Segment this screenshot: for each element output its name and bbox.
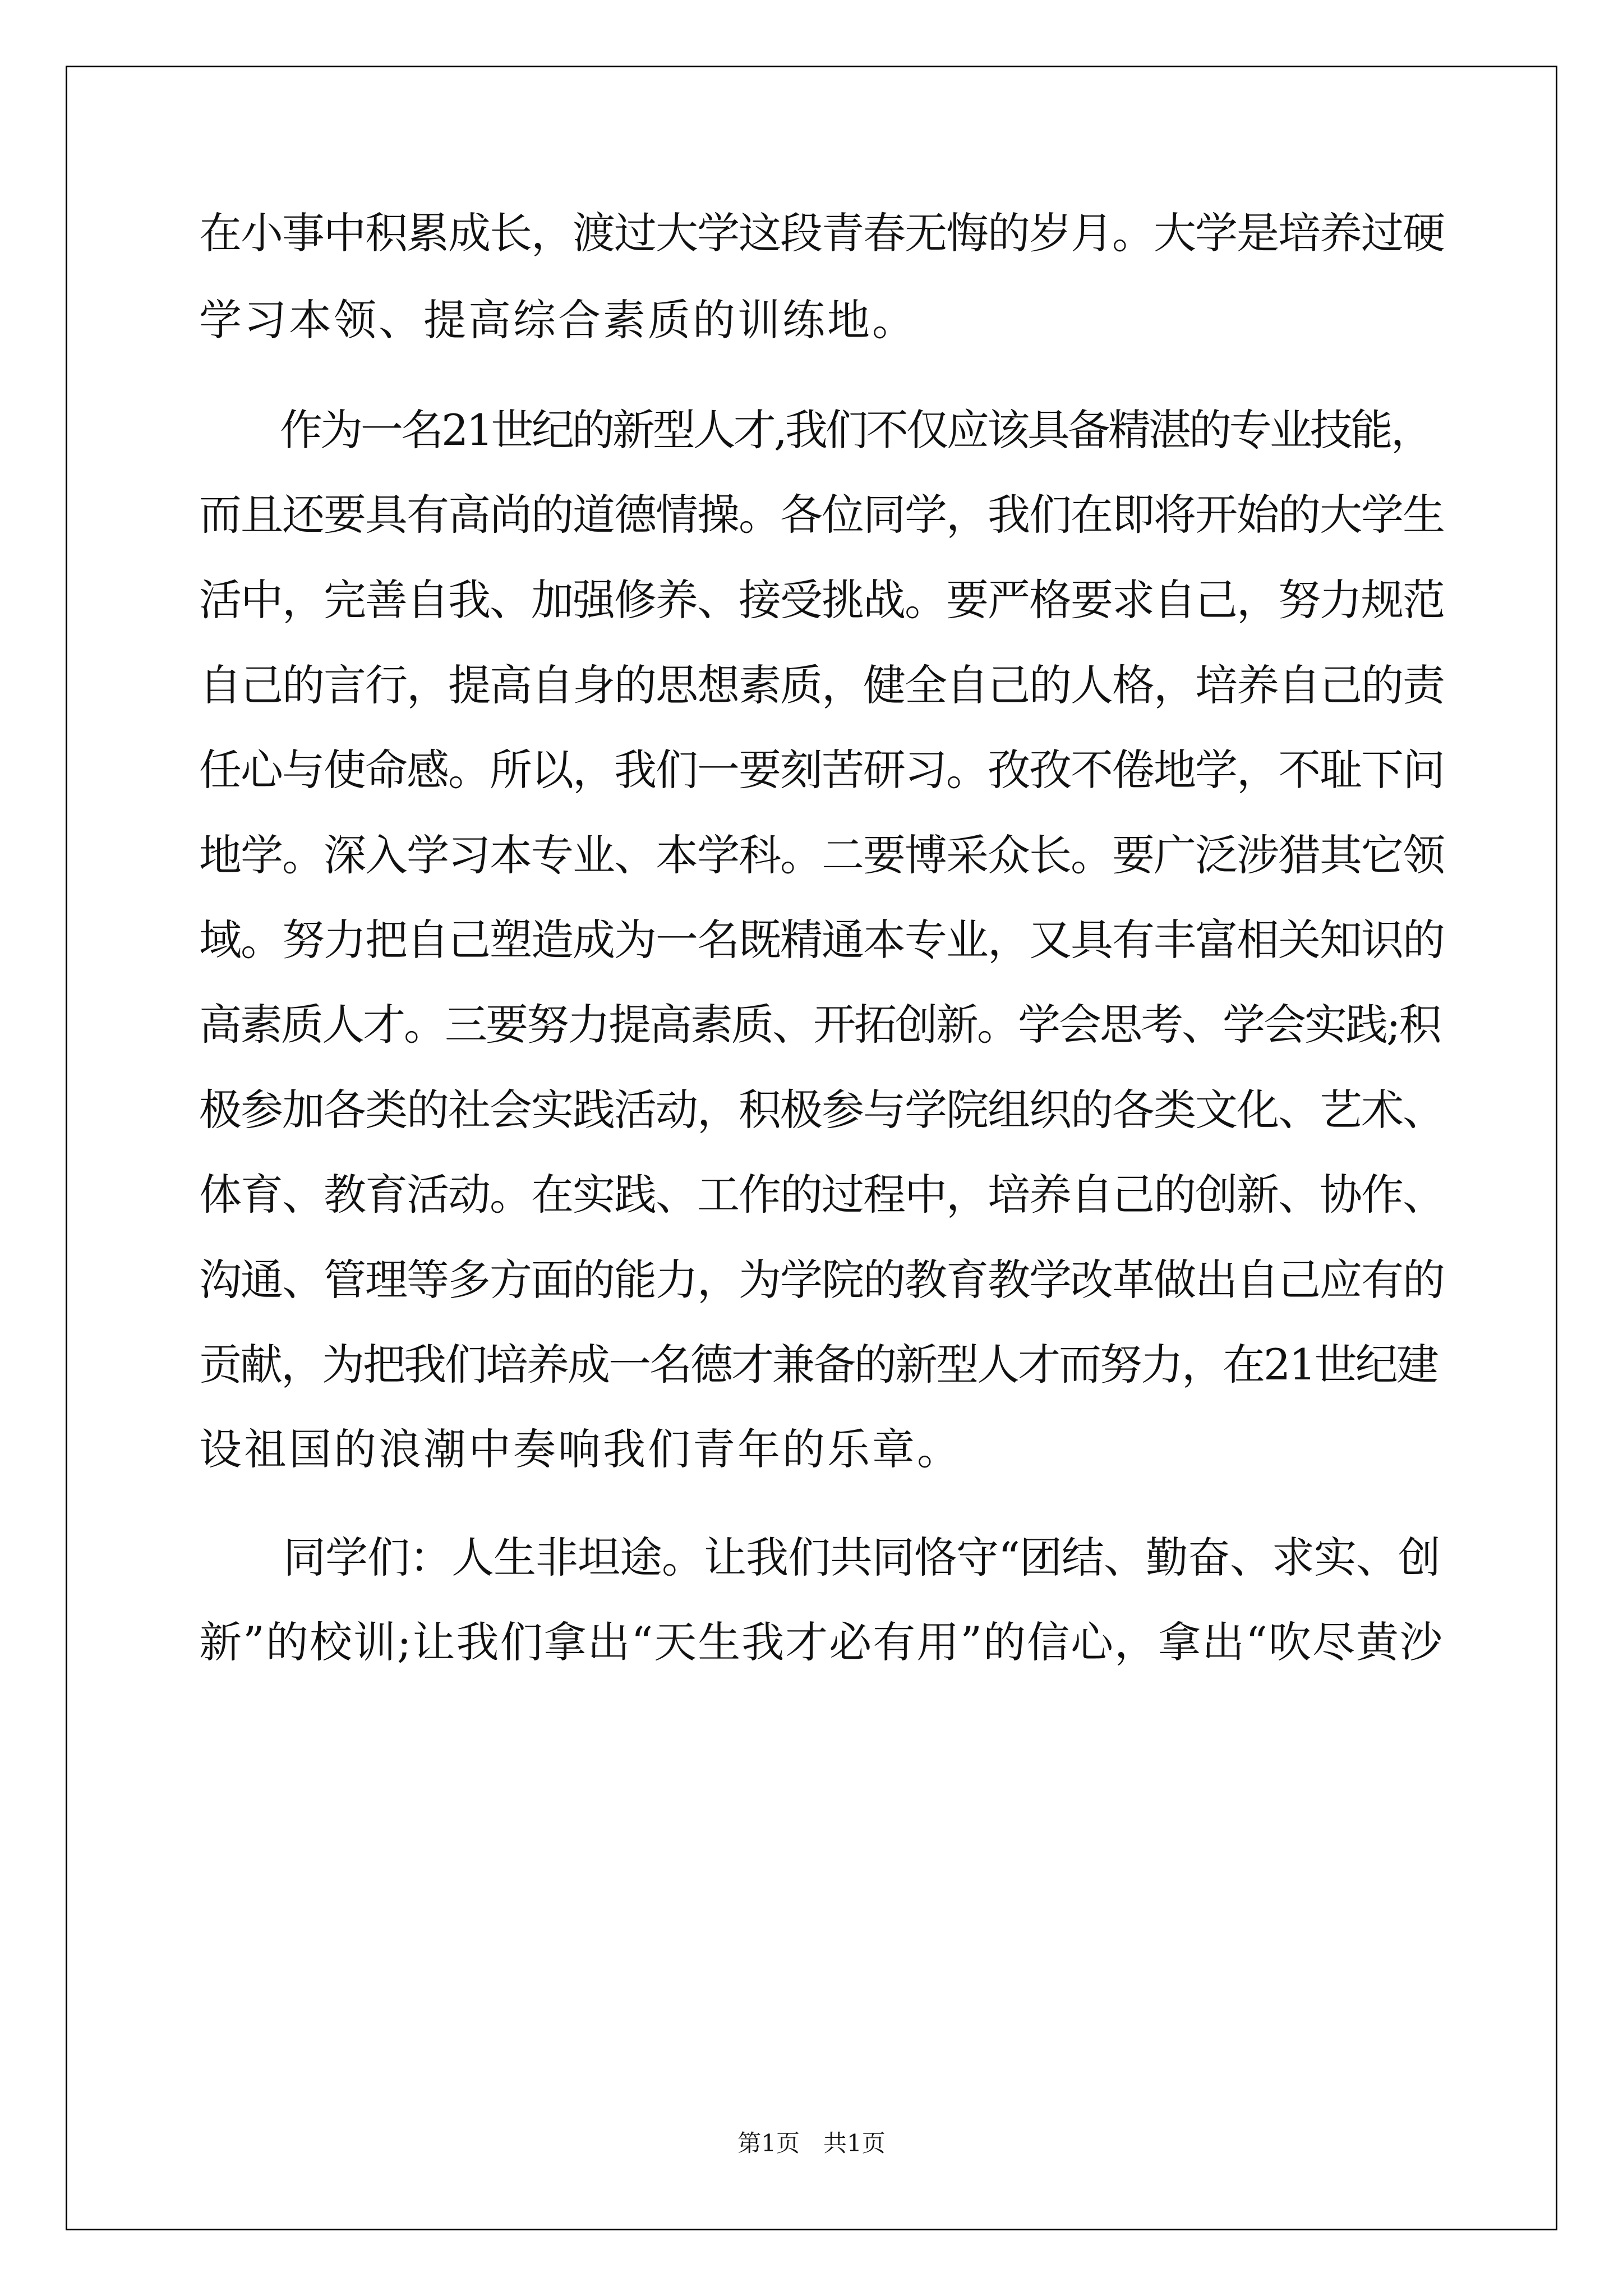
text-line: 作为一名21世纪的新型人才,我们不仅应该具备精湛的专业技能， xyxy=(199,405,1431,455)
text-line: 在小事中积累成长，渡过大学这段青春无悔的岁月。大学是培养过硬 xyxy=(199,208,1444,258)
page-border xyxy=(66,66,1557,2230)
text-line: 任心与使命感。所以，我们一要刻苦研习。孜孜不倦地学，不耻下问 xyxy=(199,745,1444,795)
text-line: 活中，完善自我、加强修养、接受挑战。要严格要求自己，努力规范 xyxy=(199,575,1444,625)
text-line: 同学们：人生非坦途。让我们共同恪守“团结、勤奋、求实、创 xyxy=(199,1533,1440,1582)
page-number-footer: 第1页 共1页 xyxy=(737,2129,886,2157)
text-line: 新”的校训;让我们拿出“天生我才必有用”的信心，拿出“吹尽黄沙 xyxy=(199,1617,1444,1667)
text-line: 沟通、管理等多方面的能力，为学院的教育教学改革做出自己应有的 xyxy=(199,1255,1444,1305)
text-line: 域。努力把自己塑造成为一名既精通本专业，又具有丰富相关知识的 xyxy=(199,915,1444,965)
text-line: 贡献，为把我们培养成一名德才兼备的新型人才而努力，在21世纪建 xyxy=(199,1340,1437,1389)
text-line: 体育、教育活动。在实践、工作的过程中，培养自己的创新、协作、 xyxy=(199,1170,1444,1220)
text-line: 极参加各类的社会实践活动，积极参与学院组织的各类文化、艺术、 xyxy=(199,1085,1444,1135)
text-line: 学习本领、提高综合素质的训练地。 xyxy=(199,295,917,345)
text-line: 自己的言行，提高自身的思想素质，健全自己的人格，培养自己的责 xyxy=(199,660,1444,710)
text-line: 地学。深入学习本专业、本学科。二要博采众长。要广泛涉猎其它领 xyxy=(199,830,1444,880)
text-line: 高素质人才。三要努力提高素质、开拓创新。学会思考、学会实践;积 xyxy=(199,1000,1440,1050)
text-line: 而且还要具有高尚的道德情操。各位同学，我们在即将开始的大学生 xyxy=(199,490,1444,540)
text-line: 设祖国的浪潮中奏响我们青年的乐章。 xyxy=(199,1424,962,1474)
